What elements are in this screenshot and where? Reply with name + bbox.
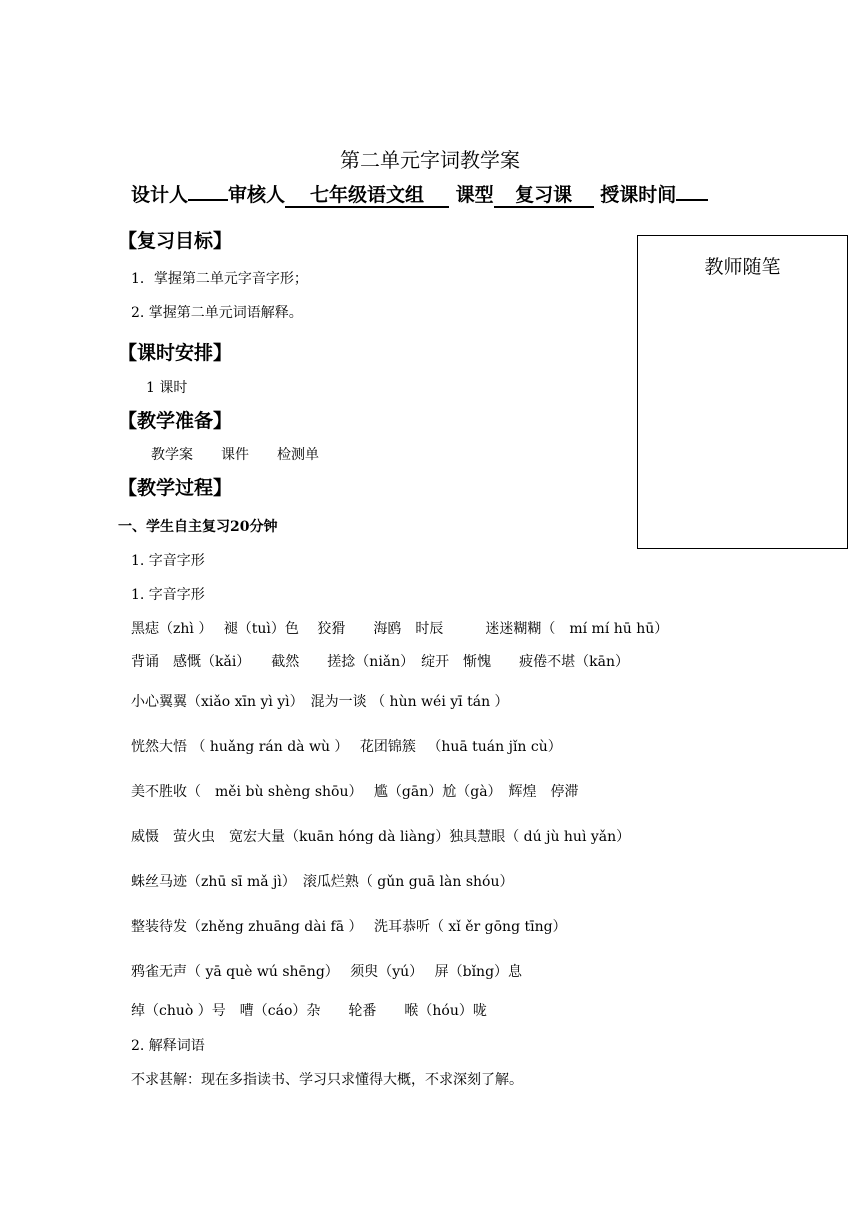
goal-item-1: 1．掌握第二单元字音字形； xyxy=(131,271,308,287)
type-label: 课型 xyxy=(455,184,494,206)
designer-label: 设计人 xyxy=(131,184,189,206)
lesson-meta-line xyxy=(131,180,708,208)
vocab-line: 背诵 感慨（kǎi） 截然 搓捻（niǎn） 绽开 惭愧 疲倦不堪（kān） xyxy=(131,654,630,670)
vocab-line: 绰（chuò ）号 嘈（cáo）杂 轮番 喉（hóu）咙 xyxy=(131,1003,487,1019)
process-sub1: 一、学生自主复习20分钟 xyxy=(118,519,278,535)
process-item1: 1. 字音字形 xyxy=(131,553,205,569)
prep-heading: 【教学准备】 xyxy=(118,410,233,432)
vocab-line: 恍然大悟 （ huǎng rán dà wù ） 花团锦簇 （huā tuán jǐn cù） xyxy=(131,739,562,755)
process-heading: 【教学过程】 xyxy=(118,477,233,499)
vocab-line: 鸦雀无声（ yā què wú shēng） 须臾（yú） 屏（bǐng）息 xyxy=(131,964,523,980)
process-item1b: 1. 字音字形 xyxy=(131,587,205,603)
time-value xyxy=(676,199,708,201)
reviewer-label: 审核人 xyxy=(228,184,286,206)
teacher-notes-title: 教师随笔 xyxy=(704,256,781,278)
time-label: 授课时间 xyxy=(600,184,677,206)
vocab-line: 整装待发（zhěng zhuāng dài fā ） 洗耳恭听（ xǐ ěr gōng tīng） xyxy=(131,919,567,935)
goals-heading: 【复习目标】 xyxy=(118,230,233,252)
designer-value xyxy=(188,199,228,201)
type-value: 复习课 xyxy=(494,184,594,208)
definition-line: 不求甚解：现在多指读书、学习只求懂得大概，不求深刻了解。 xyxy=(131,1072,523,1088)
goal-item-2: 2. 掌握第二单元词语解释。 xyxy=(131,305,303,321)
vocab-line: 威慑 萤火虫 宽宏大量（kuān hóng dà liàng）独具慧眼（ dú jù huì yǎn） xyxy=(131,829,631,845)
prep-text: 教学案 课件 检测单 xyxy=(151,447,319,463)
reviewer-value: 七年级语文组 xyxy=(285,184,449,208)
schedule-heading: 【课时安排】 xyxy=(118,342,233,364)
vocab-line: 美不胜收（ měi bù shèng shōu） 尴（gān）尬（gà） 辉煌 停滞 xyxy=(131,784,579,800)
vocab-line: 蛛丝马迹（zhū sī mǎ jì） 滚瓜烂熟（ gǔn guā làn shóu） xyxy=(131,874,514,890)
schedule-text: 1 课时 xyxy=(146,380,188,396)
vocab-line: 小心翼翼（xiǎo xīn yì yì） 混为一谈 （ hùn wéi yī tán ） xyxy=(131,694,509,710)
teacher-notes-box xyxy=(637,235,848,549)
page-title: 第二单元字词教学案 xyxy=(340,148,520,172)
process-item2: 2. 解释词语 xyxy=(131,1038,205,1054)
vocab-line: 黑痣（zhì ） 褪（tuì）色 狡猾 海鸥 时辰 迷迷糊糊（ mí mí hū hū） xyxy=(131,621,669,637)
